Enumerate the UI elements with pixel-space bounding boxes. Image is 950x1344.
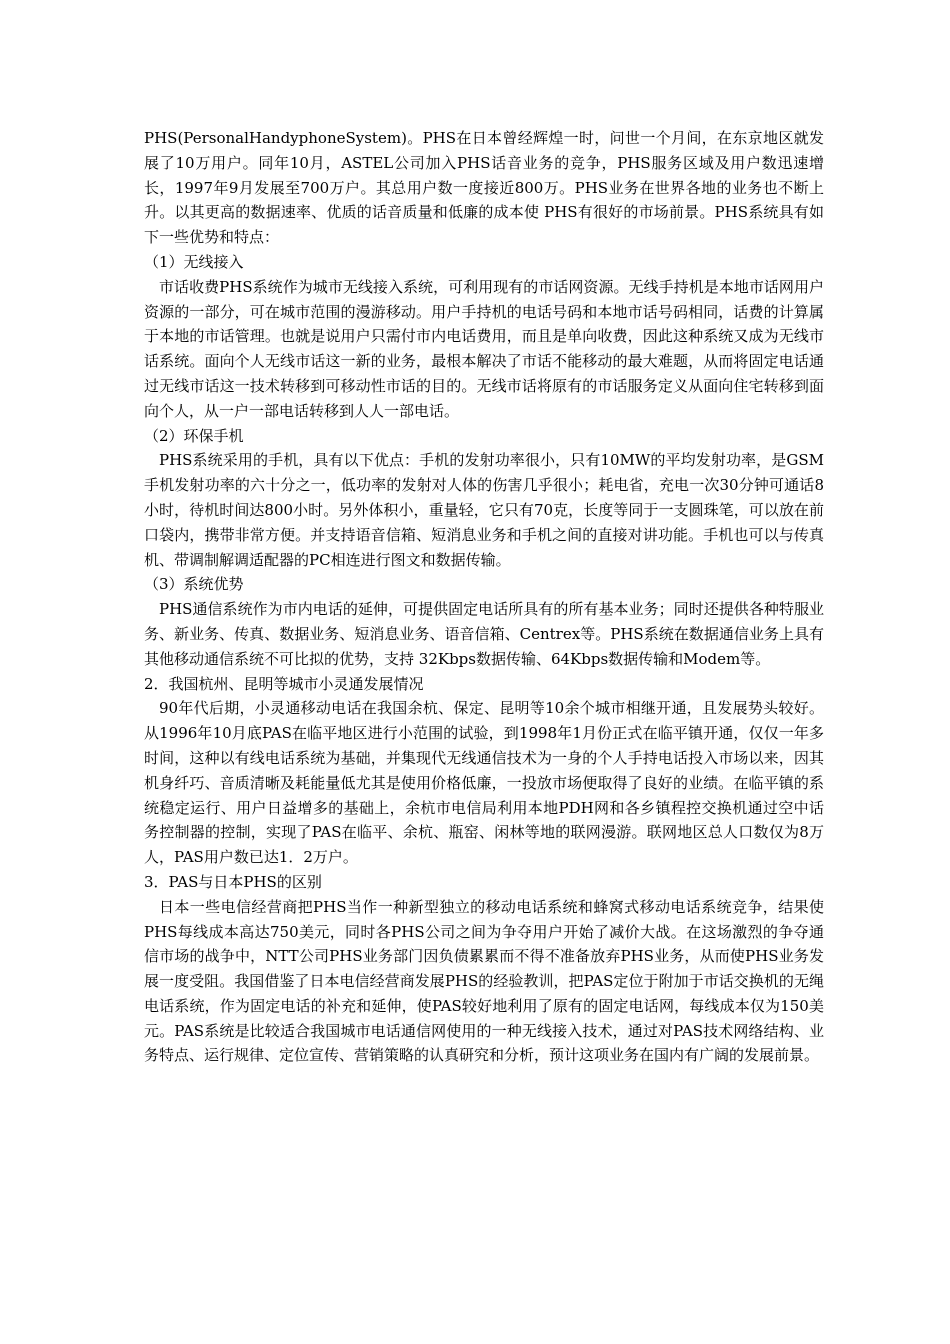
section-heading-pas-vs-phs: 3．PAS与日本PHS的区别: [144, 872, 322, 891]
section-heading-wireless-access: （1）无线接入: [144, 252, 244, 271]
domestic-development-paragraph: 90年代后期，小灵通移动电话在我国余杭、保定、昆明等10余个城市相继开通，且发展势头较好。从1996年10月底PAS在临平地区进行小范围的试验，到1998年1月份正式在临平镇开通，仅仅一年多时间，这种以有线电话系统为基础，并集现代无线通信技术为一身的个人手持电话投入市场以来，因其机身纤巧、音质清晰及耗能量低尤其是使用价格低廉，一投放市场便取得了良好的业绩。在临平镇的系统稳定运行、用户日益增多的基础上，余杭市电信局利用本地PDH网和各乡镇程控交换机通过空中话务控制器的控制，实现了PAS在临平、余杭、瓶窑、闲林等地的联网漫游。联网地区总人口数仅为8万人，PAS用户数已达1．2万户。: [144, 699, 824, 867]
wireless-access-paragraph: 市话收费PHS系统作为城市无线接入系统，可利用现有的市话网资源。无线手持机是本地市话网用户资源的一部分，可在城市范围的漫游移动。用户手持机的电话号码和本地市话号码相同，话费的计算属于本地的市话管理。也就是说用户只需付市内电话费用，而且是单向收费，因此这种系统又成为无线市话系统。面向个人无线市话这一新的业务，最根本解决了市话不能移动的最大难题，从而将固定电话通过无线市话这一技术转移到可移动性市话的目的。无线市话将原有的市话服务定义从面向住宅转移到面向个人，从一户一部电话转移到人人一部电话。: [144, 277, 824, 420]
section-heading-eco-phone: （2）环保手机: [144, 426, 244, 445]
system-advantages-paragraph: PHS通信系统作为市内电话的延伸，可提供固定电话所具有的所有基本业务；同时还提供各种特服业务、新业务、传真、数据业务、短消息业务、语音信箱、Centrex等。PHS系统在数据通信业务上具有其他移动通信系统不可比拟的优势，支持 32Kbps数据传输、64Kbps数据传输和Modem等。: [144, 600, 824, 668]
section-heading-domestic-development: 2．我国杭州、昆明等城市小灵通发展情况: [144, 674, 424, 693]
section-heading-system-advantages: （3）系统优势: [144, 575, 244, 594]
document-page: [144, 126, 824, 1068]
pas-vs-phs-paragraph: 日本一些电信经营商把PHS当作一种新型独立的移动电话系统和蜂窝式移动电话系统竞争，结果使PHS每线成本高达750美元，同时各PHS公司之间为争夺用户开始了减价大战。在这场激烈的争夺通信市场的战争中，NTT公司PHS业务部门因负债累累而不得不准备放弃PHS业务，从而使PHS业务发展一度受阻。我国借鉴了日本电信经营商发展PHS的经验教训，把PAS定位于附加于市话交换机的无绳电话系统，作为固定电话的补充和延伸，使PAS较好地利用了原有的固定电话网，每线成本仅为150美元。PAS系统是比较适合我国城市电话通信网使用的一种无线接入技术，通过对PAS技术网络结构、业务特点、运行规律、定位宣传、营销策略的认真研究和分析，预计这项业务在国内有广阔的发展前景。: [144, 897, 824, 1065]
intro-paragraph: PHS(PersonalHandyphoneSystem)。PHS在日本曾经辉煌一时，问世一个月间，在东京地区就发展了10万用户。同年10月，ASTEL公司加入PHS话音业务的竞争，PHS服务区域及用户数迅速增长，1997年9月发展至700万户。其总用户数一度接近800万。PHS业务在世界各地的业务也不断上升。以其更高的数据速率、优质的话音质量和低廉的成本使 PHS有很好的市场前景。PHS系统具有如下一些优势和特点：: [144, 129, 824, 247]
eco-phone-paragraph: PHS系统采用的手机，具有以下优点：手机的发射功率很小，只有10MW的平均发射功率，是GSM手机发射功率的六十分之一，低功率的发射对人体的伤害几乎很小；耗电省，充电一次30分钟可通话8小时，待机时间达800小时。另外体积小，重量轻，它只有70克，长度等同于一支圆珠笔，可以放在前口袋内，携带非常方便。并支持语音信箱、短消息业务和手机之间的直接对讲功能。手机也可以与传真机、带调制解调适配器的PC相连进行图文和数据传输。: [144, 451, 824, 569]
